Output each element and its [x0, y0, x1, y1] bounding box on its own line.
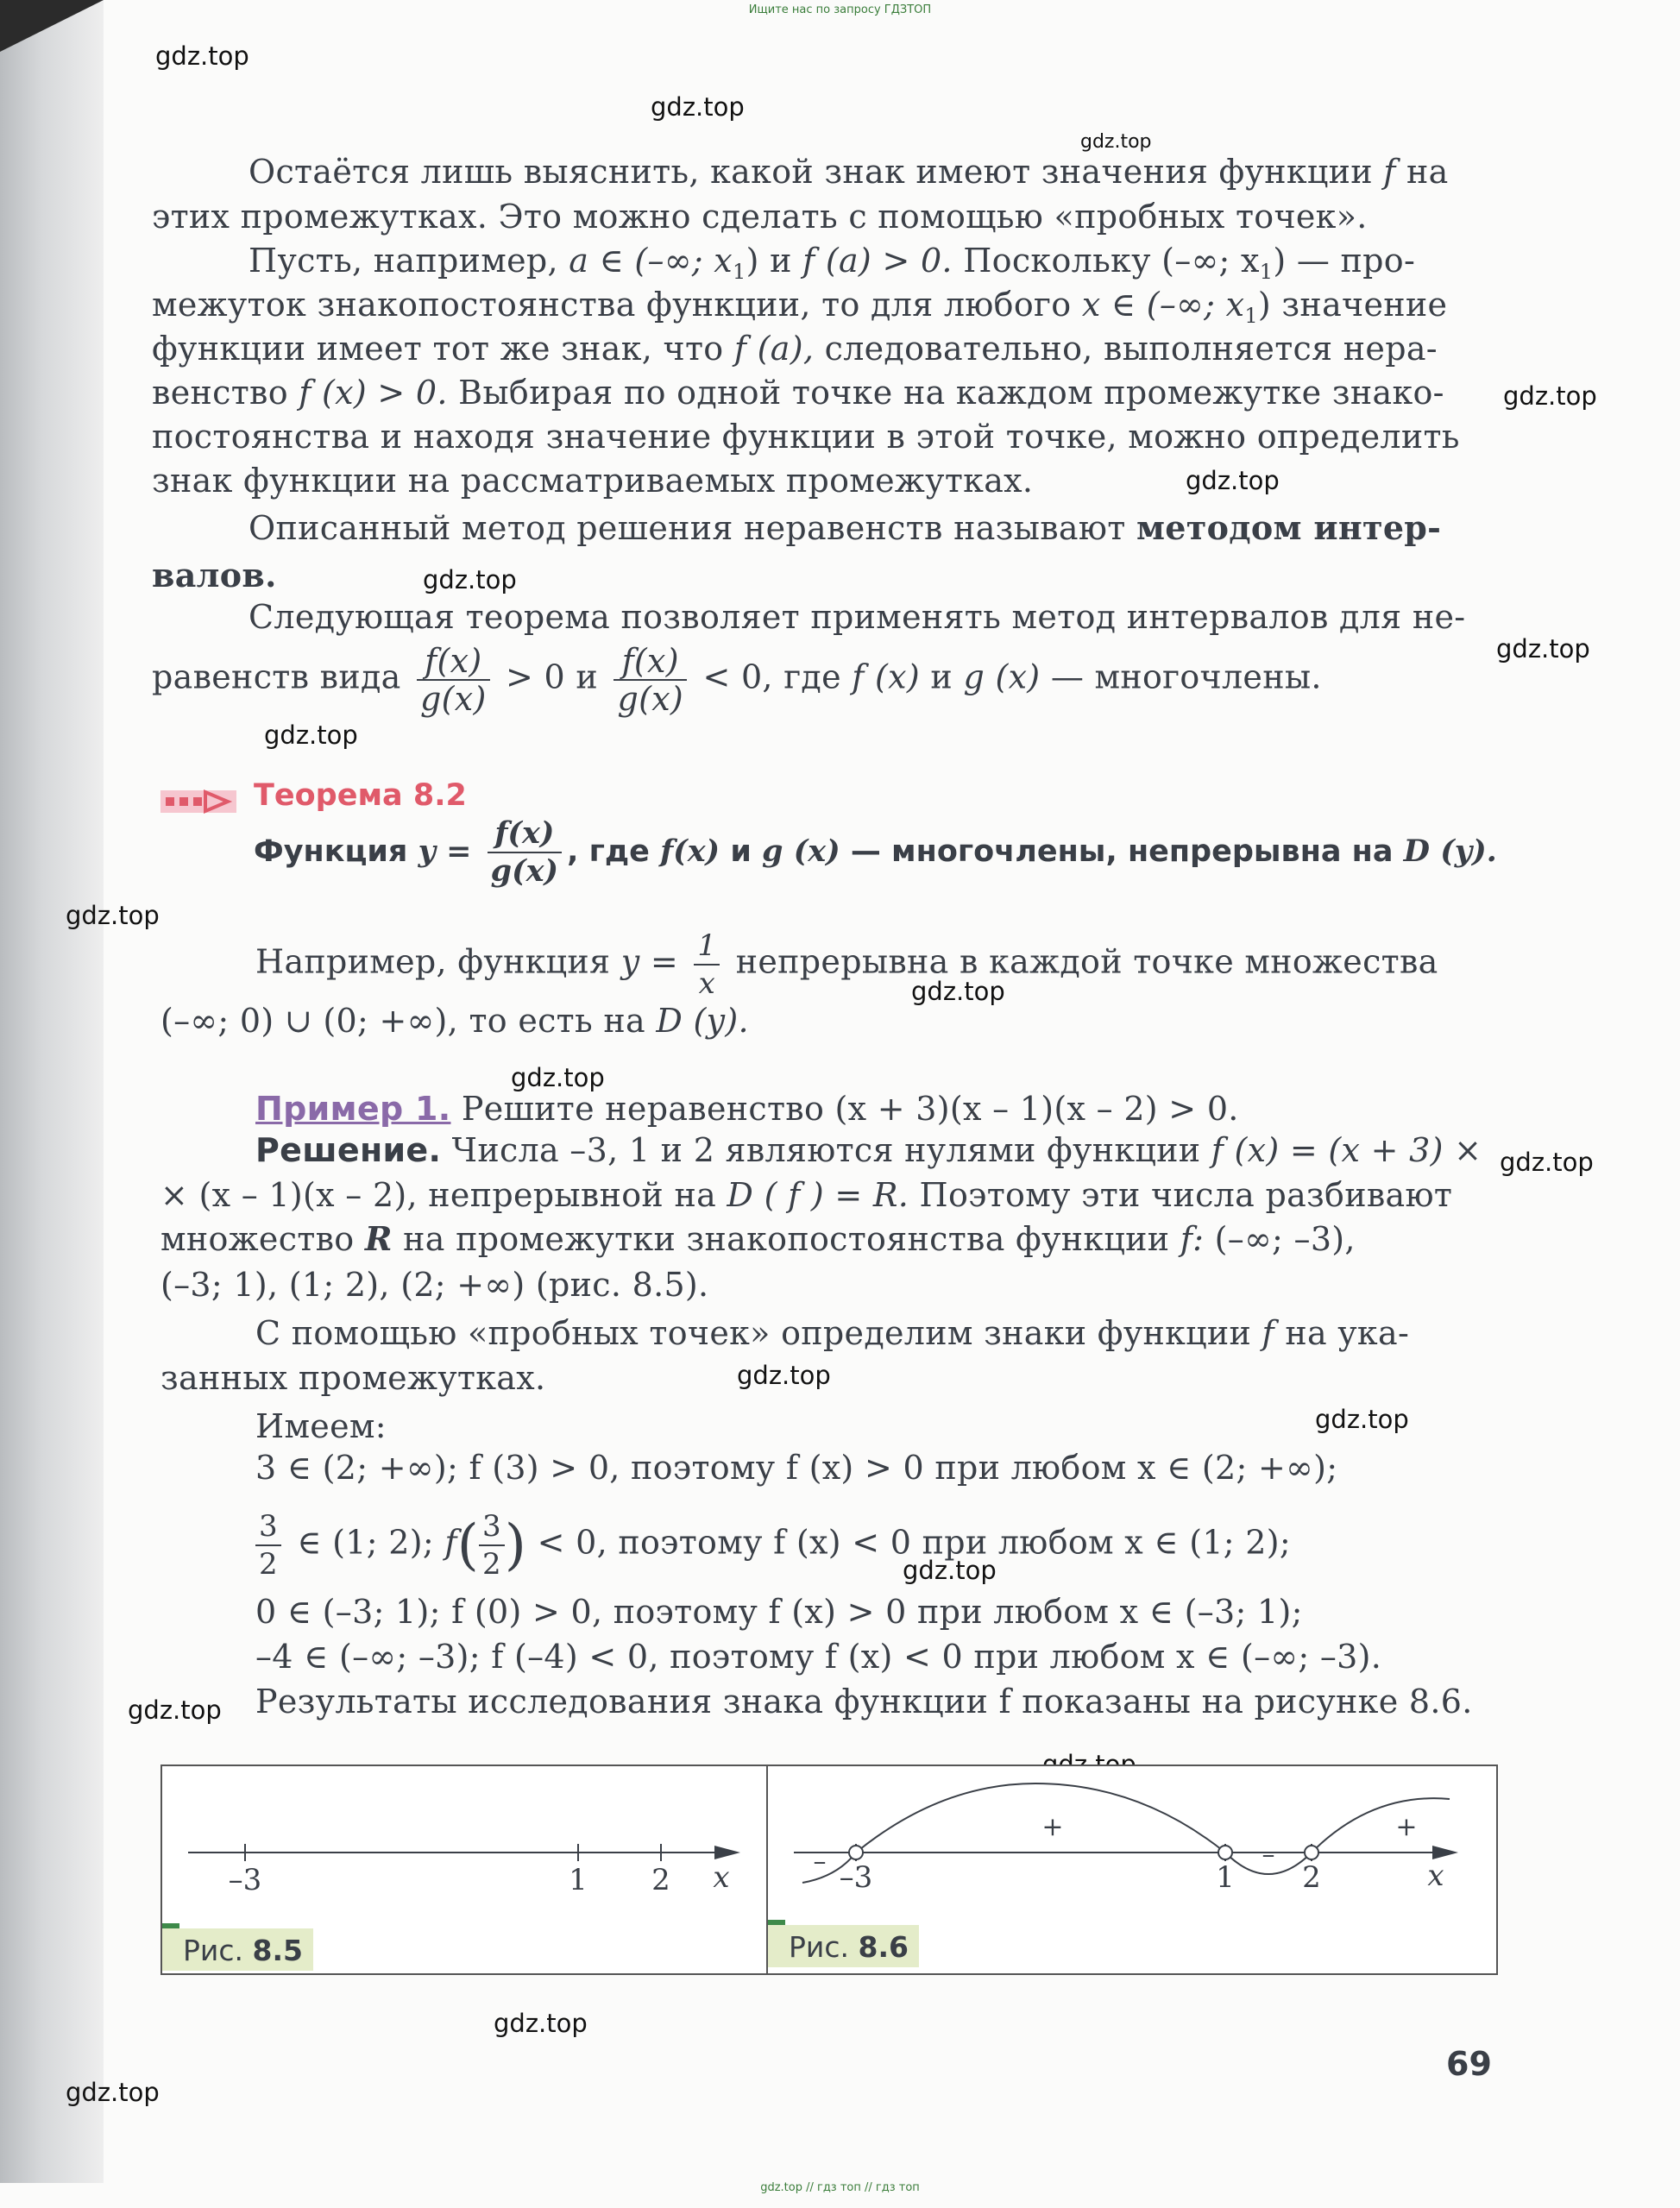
math-f: f [1383, 153, 1396, 191]
math: D (y). [1403, 834, 1497, 869]
tick-label: –3 [228, 1863, 262, 1897]
math: f(x) [660, 834, 720, 869]
sign-label: + [1041, 1812, 1064, 1842]
axis-arrow-icon [1432, 1846, 1458, 1859]
numerator: 3 [255, 1508, 281, 1546]
numerator: 3 [479, 1508, 505, 1546]
solution-line3 [160, 1219, 1356, 1259]
text: Выбирая по одной точке на каждом промежутке знако- [458, 374, 1444, 412]
tick-label: 1 [1216, 1860, 1235, 1895]
denominator: x [698, 966, 716, 1001]
paragraph3-line1 [249, 508, 1441, 548]
fraction [479, 1508, 505, 1582]
text: ∈ (1; 2); [297, 1523, 434, 1562]
bottom-note: gdz.top // гдз топ // гдз топ [760, 2181, 920, 2194]
page-number: 69 [1446, 2045, 1492, 2083]
sign-label: – [1262, 1840, 1275, 1870]
solution-line1 [255, 1130, 1482, 1170]
watermark: gdz.top [423, 565, 517, 594]
denominator: g(x) [617, 680, 684, 718]
text: то есть на [469, 1002, 645, 1040]
text: Описанный метод решения неравенств называют [249, 509, 1126, 547]
text: и [730, 834, 752, 869]
watermark: gdz.top [1503, 381, 1597, 411]
axis-label: x [713, 1860, 730, 1895]
math: (–∞; –3), [1214, 1220, 1356, 1258]
watermark: gdz.top [903, 1556, 997, 1585]
watermark: gdz.top [1186, 466, 1280, 495]
example-task: Решите неравенство (x + 3)(x – 1)(x – 2) > 0. [461, 1090, 1239, 1128]
paragraph5-line2 [160, 1001, 749, 1041]
watermark: gdz.top [1080, 131, 1152, 153]
term-bold: методом интер- [1136, 508, 1442, 547]
text: функции имеет тот же знак, что [152, 330, 724, 368]
figure-caption [768, 1925, 919, 1967]
example-label: Пример 1. [255, 1090, 451, 1128]
numerator: f(x) [488, 815, 562, 853]
result-row4: –4 ∈ (–∞; –3); f (–4) < 0, поэтому f (x) < 0 при любом x ∈ (–∞; –3). [255, 1638, 1382, 1676]
probe-line1 [255, 1313, 1409, 1353]
watermark: gdz.top [511, 1063, 605, 1092]
watermark: gdz.top [66, 901, 160, 930]
watermark: gdz.top [128, 1695, 222, 1725]
text: Рис. [183, 1934, 243, 1967]
math: f (x) = (x + 3) × [1211, 1131, 1482, 1169]
math: g (x) [963, 657, 1041, 696]
result-summary: Результаты исследования знака функции f показаны на рисунке 8.6. [255, 1683, 1473, 1720]
result-row2: $\frac{3}{2}$ ∈ (1; 2); f( $\frac{3}{2}$ ) < 0, поэтому f (x) < 0 при любом x ∈ (1; 2); [255, 1508, 1291, 1582]
theorem-title: Теорема 8.2 [254, 778, 467, 813]
theorem-arrow-icon [160, 783, 236, 818]
fraction [694, 928, 720, 1002]
text: равенств вида [152, 657, 401, 696]
denominator: g(x) [490, 853, 559, 889]
text: × (x – 1)(x – 2), непрерывной на [160, 1176, 717, 1214]
paragraph5-line1 [255, 928, 1438, 1002]
math: f (a) > 0. [802, 242, 953, 280]
tick-label: 1 [569, 1863, 588, 1897]
watermark: gdz.top [155, 41, 249, 71]
open-point [849, 1846, 863, 1859]
solution-line2 [160, 1175, 1452, 1215]
text: — многочлены. [1050, 657, 1322, 696]
axis-arrow-icon [714, 1846, 740, 1859]
open-point [1305, 1846, 1318, 1859]
text: Числа –3, 1 и 2 являются нулями функции [451, 1131, 1201, 1169]
text: на ука- [1285, 1314, 1410, 1352]
probe-line2: занных промежутках. [160, 1359, 546, 1397]
math: D ( f ) = R. [727, 1176, 909, 1214]
text: Остаётся лишь выяснить, какой знак имеют значения функции [249, 153, 1373, 191]
page-gutter-shadow [0, 0, 104, 2183]
math-sub: 1 [733, 260, 746, 284]
paragraph2-line6: знак функции на рассматриваемых промежутках. [152, 462, 1034, 500]
math: f: [1180, 1220, 1205, 1258]
math: a ∈ (–∞; x [569, 242, 733, 280]
text: Рис. [789, 1930, 849, 1964]
paragraph1-line2: этих промежутках. Это можно сделать с помощью «пробных точек». [152, 198, 1368, 236]
text: > 0 и [506, 657, 599, 696]
math-sub: 1 [1259, 260, 1274, 284]
math: x ∈ (–∞; x [1081, 286, 1245, 324]
text: — многочлены, непрерывна на [850, 834, 1394, 869]
text: межуток знакопостоянства функции, то для любого [152, 286, 1072, 324]
result-row3: 0 ∈ (–3; 1); f (0) > 0, поэтому f (x) > 0 при любом x ∈ (–3; 1); [255, 1593, 1303, 1631]
paragraph2-line4 [152, 373, 1444, 412]
tick-label: 2 [1302, 1860, 1321, 1895]
watermark: gdz.top [911, 977, 1005, 1006]
text: < 0, где [702, 657, 841, 696]
tick-label: –3 [839, 1860, 873, 1895]
paragraph3-line2: валов. [152, 556, 277, 594]
math: f [444, 1523, 457, 1562]
math: f [1262, 1314, 1274, 1352]
watermark: gdz.top [264, 720, 358, 750]
watermark: gdz.top [494, 2009, 588, 2038]
text: множество [160, 1220, 355, 1258]
have-label: Имеем: [255, 1407, 387, 1445]
text: на промежутки знакопостоянства функции [403, 1220, 1170, 1258]
theorem-body [254, 815, 1497, 890]
text: ) значение [1257, 286, 1448, 324]
figure-number: 8.6 [858, 1930, 909, 1964]
numerator: f(x) [613, 643, 687, 681]
paragraph1-line1 [249, 152, 1449, 192]
figure-number: 8.5 [252, 1934, 303, 1967]
watermark: gdz.top [1500, 1148, 1594, 1177]
denominator: 2 [481, 1547, 501, 1582]
paragraph2-line3 [152, 329, 1438, 368]
math-sub: 1 [1244, 304, 1258, 328]
fraction [488, 815, 562, 890]
solution-line4: (–3; 1), (1; 2), (2; +∞) (рис. 8.5). [160, 1266, 709, 1304]
watermark: gdz.top [66, 2078, 160, 2107]
math: g (x) [762, 834, 840, 869]
paragraph4-line1: Следующая теорема позволяет применять метод интервалов для не- [249, 598, 1466, 636]
text: следовательно, выполняется нера- [824, 330, 1438, 368]
sign-label: – [813, 1846, 827, 1877]
top-note: Ищите нас по запросу ГДЗТОП [748, 3, 932, 16]
text: Функция [254, 834, 408, 869]
text: Поэтому эти числа разбивают [919, 1176, 1453, 1214]
example-task-line [255, 1089, 1239, 1129]
text: ) и [746, 242, 792, 280]
sign-label: + [1395, 1812, 1418, 1842]
math: f (a), [733, 330, 815, 368]
math: f (x) [852, 657, 921, 696]
text: Поскольку (–∞; x [963, 242, 1260, 280]
fraction [613, 643, 687, 717]
text: Пусть, например, [249, 242, 558, 280]
text: венство [152, 374, 288, 412]
text: Например, функция [255, 942, 611, 981]
math: f (x) > 0. [299, 374, 448, 412]
watermark: gdz.top [1315, 1405, 1409, 1434]
figure-caption [162, 1928, 313, 1971]
text: и [930, 657, 953, 696]
figures-box [160, 1765, 1498, 1975]
fraction [255, 1508, 281, 1582]
paragraph2-line5: постоянства и находя значение функции в этой точке, можно определить [152, 418, 1460, 456]
fraction [417, 643, 490, 717]
open-point [1218, 1846, 1232, 1859]
result-row1: 3 ∈ (2; +∞); f (3) > 0, поэтому f (x) > 0 при любом x ∈ (2; +∞); [255, 1449, 1338, 1487]
math: R [364, 1219, 393, 1258]
math: y = [620, 942, 679, 981]
math: (–∞; 0) ∪ (0; +∞), [160, 1002, 459, 1040]
watermark: gdz.top [651, 92, 745, 122]
text: , где [567, 834, 650, 869]
axis-label: x [1427, 1859, 1444, 1893]
denominator: 2 [259, 1547, 278, 1582]
text: С помощью «пробных точек» определим знаки функции [255, 1314, 1252, 1352]
denominator: g(x) [420, 680, 487, 718]
solution-label: Решение. [255, 1131, 442, 1169]
text: на [1406, 153, 1449, 191]
tick-label: 2 [651, 1863, 670, 1897]
math: D (y). [656, 1002, 749, 1040]
sign-curve [802, 1783, 1450, 1883]
text: непрерывна в каждой точке множества [735, 942, 1438, 981]
text: ) — про- [1273, 242, 1416, 280]
watermark: gdz.top [737, 1361, 831, 1390]
paragraph4-line2 [152, 643, 1322, 717]
watermark: gdz.top [1496, 634, 1590, 664]
text: < 0, поэтому f (x) < 0 при любом x ∈ (1; 2); [537, 1523, 1291, 1562]
numerator: f(x) [417, 643, 490, 681]
numerator: 1 [694, 928, 720, 966]
math: y = [418, 834, 472, 869]
